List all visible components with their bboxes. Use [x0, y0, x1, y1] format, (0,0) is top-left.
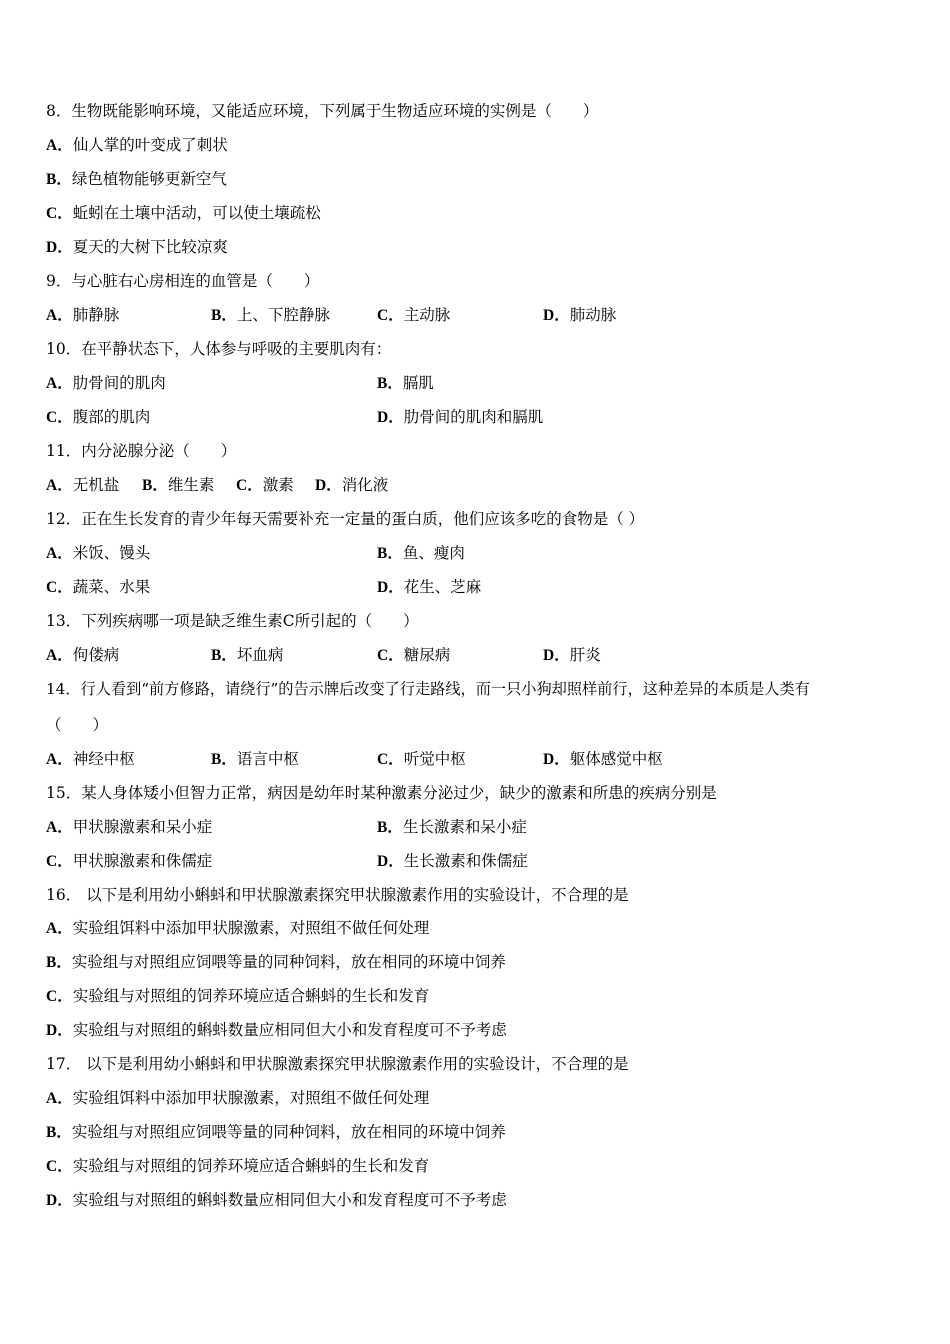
- question-12-option-d: [377, 575, 481, 599]
- option-text: 花生、芝麻: [403, 578, 482, 596]
- option-text: 主动脉: [403, 306, 451, 324]
- option-letter: B．: [46, 954, 72, 971]
- option-text: 上、下腔静脉: [236, 306, 330, 324]
- option-letter: B．: [211, 307, 237, 324]
- option-text: 消化液: [341, 476, 389, 494]
- option-letter: D．: [46, 1192, 73, 1209]
- option-text: 肝炎: [569, 646, 601, 664]
- option-text: 肋骨间的肌肉: [72, 374, 166, 392]
- option-text: 生长激素和呆小症: [402, 818, 527, 836]
- option-text: 实验组与对照组应饲喂等量的同种饲料，放在相同的环境中饲养: [71, 953, 506, 971]
- question-15-options-row-1: [46, 815, 906, 839]
- option-letter: D．: [377, 853, 404, 870]
- option-text: 实验组与对照组应饲喂等量的同种饲料，放在相同的环境中饲养: [71, 1123, 506, 1141]
- option-letter: B．: [211, 751, 237, 768]
- option-letter: C．: [46, 1158, 73, 1175]
- option-letter: D．: [315, 477, 342, 494]
- question-11-option-a: [46, 473, 119, 497]
- option-letter: B．: [377, 819, 403, 836]
- question-10-option-a: [46, 371, 166, 395]
- option-text: 夏天的大树下比较凉爽: [72, 238, 228, 256]
- option-letter: A．: [46, 1090, 73, 1107]
- option-text: 蔬菜、水果: [72, 578, 151, 596]
- question-17-option-c: [46, 1154, 429, 1178]
- option-letter: D．: [377, 579, 404, 596]
- option-letter: C．: [46, 988, 73, 1005]
- question-15-option-a: [46, 815, 212, 839]
- question-16-option-a: [46, 916, 429, 940]
- question-13-option-d: [543, 643, 601, 667]
- question-13-stem: 13．下列疾病哪一项是缺乏维生素C所引起的（ ）: [46, 612, 419, 630]
- option-letter: C．: [377, 647, 404, 664]
- option-text: 维生素: [167, 476, 215, 494]
- question-16-option-d: [46, 1018, 507, 1042]
- question-8-option-b: [46, 167, 227, 191]
- option-text: 听觉中枢: [403, 750, 466, 768]
- option-letter: B．: [142, 477, 168, 494]
- option-text: 实验组饵料中添加甲状腺激素，对照组不做任何处理: [72, 1089, 430, 1107]
- question-9-option-a: [46, 303, 119, 327]
- option-letter: D．: [377, 409, 404, 426]
- question-17-option-a: [46, 1086, 429, 1110]
- option-text: 实验组与对照组的饲养环境应适合蝌蚪的生长和发育: [72, 987, 430, 1005]
- option-text: 肋骨间的肌肉和膈肌: [403, 408, 544, 426]
- question-9-options: [46, 303, 906, 327]
- question-17-option-b: [46, 1120, 506, 1144]
- question-12-stem: 12．正在生长发育的青少年每天需要补充一定量的蛋白质，他们应该多吃的食物是（ ）: [46, 510, 645, 528]
- question-15-options-row-2: [46, 849, 906, 873]
- question-16-option-b: [46, 950, 506, 974]
- option-letter: A．: [46, 920, 73, 937]
- option-letter: B．: [46, 1124, 72, 1141]
- question-10-option-b: [377, 371, 434, 395]
- question-10-options-row-2: [46, 405, 906, 429]
- question-8-stem: 8．生物既能影响环境，又能适应环境，下列属于生物适应环境的实例是（ ）: [46, 102, 599, 120]
- question-10-options-row-1: [46, 371, 906, 395]
- option-text: 肺动脉: [569, 306, 617, 324]
- option-text: 肺静脉: [72, 306, 120, 324]
- option-letter: A．: [46, 477, 73, 494]
- question-15-option-c: [46, 849, 212, 873]
- question-16-option-c: [46, 984, 429, 1008]
- question-14-stem: 14．行人看到“前方修路，请绕行”的告示牌后改变了行走路线，而一只小狗却照样前行，这种差异的本质是人类有: [46, 680, 810, 698]
- question-8-option-a: [46, 133, 228, 157]
- option-letter: A．: [46, 545, 73, 562]
- option-letter: C．: [377, 307, 404, 324]
- question-14-options: [46, 747, 906, 771]
- option-letter: C．: [46, 409, 73, 426]
- question-12-options-row-1: [46, 541, 906, 565]
- option-text: 甲状腺激素和呆小症: [72, 818, 213, 836]
- question-13-options: [46, 643, 906, 667]
- question-14-option-b: [211, 747, 299, 771]
- option-letter: C．: [46, 205, 73, 222]
- option-letter: D．: [543, 751, 570, 768]
- option-letter: D．: [46, 239, 73, 256]
- option-letter: A．: [46, 751, 73, 768]
- option-text: 绿色植物能够更新空气: [71, 170, 227, 188]
- question-14-option-c: [377, 747, 466, 771]
- option-text: 激素: [262, 476, 294, 494]
- question-13-option-a: [46, 643, 119, 667]
- option-text: 仙人掌的叶变成了刺状: [72, 136, 228, 154]
- option-text: 膈肌: [402, 374, 434, 392]
- option-letter: D．: [543, 307, 570, 324]
- option-text: 语言中枢: [236, 750, 299, 768]
- option-text: 生长激素和侏儒症: [403, 852, 528, 870]
- option-letter: A．: [46, 137, 73, 154]
- question-14-stem-continuation: （ ）: [46, 716, 109, 734]
- question-12-option-b: [377, 541, 465, 565]
- question-15-option-b: [377, 815, 527, 839]
- option-letter: D．: [46, 1022, 73, 1039]
- option-letter: C．: [46, 853, 73, 870]
- question-11-option-b: [142, 473, 214, 497]
- option-text: 蚯蚓在土壤中活动，可以使土壤疏松: [72, 204, 321, 222]
- question-17-option-d: [46, 1188, 507, 1212]
- question-15-option-d: [377, 849, 528, 873]
- option-letter: A．: [46, 307, 73, 324]
- option-letter: A．: [46, 819, 73, 836]
- question-9-option-c: [377, 303, 450, 327]
- option-letter: D．: [543, 647, 570, 664]
- question-16-stem: 16． 以下是利用幼小蝌蚪和甲状腺激素探究甲状腺激素作用的实验设计，不合理的是: [46, 886, 629, 904]
- question-9-option-b: [211, 303, 330, 327]
- option-text: 佝偻病: [72, 646, 120, 664]
- option-text: 坏血病: [236, 646, 284, 664]
- question-14-option-a: [46, 747, 135, 771]
- option-text: 甲状腺激素和侏儒症: [72, 852, 213, 870]
- question-14-option-d: [543, 747, 663, 771]
- option-text: 糖尿病: [403, 646, 451, 664]
- question-9-stem: 9．与心脏右心房相连的血管是（ ）: [46, 272, 320, 290]
- option-letter: A．: [46, 647, 73, 664]
- question-11-option-d: [315, 473, 388, 497]
- option-letter: A．: [46, 375, 73, 392]
- option-text: 鱼、瘦肉: [402, 544, 465, 562]
- option-letter: B．: [46, 171, 72, 188]
- option-letter: B．: [211, 647, 237, 664]
- option-text: 实验组与对照组的饲养环境应适合蝌蚪的生长和发育: [72, 1157, 430, 1175]
- question-8-option-c: [46, 201, 321, 225]
- question-12-option-c: [46, 575, 150, 599]
- question-10-stem: 10．在平静状态下，人体参与呼吸的主要肌肉有：: [46, 340, 392, 358]
- option-text: 米饭、馒头: [72, 544, 151, 562]
- option-letter: C．: [377, 751, 404, 768]
- question-13-option-c: [377, 643, 450, 667]
- question-17-stem: 17． 以下是利用幼小蝌蚪和甲状腺激素探究甲状腺激素作用的实验设计，不合理的是: [46, 1055, 629, 1073]
- option-text: 实验组饵料中添加甲状腺激素，对照组不做任何处理: [72, 919, 430, 937]
- option-text: 神经中枢: [72, 750, 135, 768]
- option-letter: B．: [377, 375, 403, 392]
- option-letter: C．: [236, 477, 263, 494]
- option-text: 无机盐: [72, 476, 120, 494]
- question-10-option-d: [377, 405, 543, 429]
- question-11-option-c: [236, 473, 294, 497]
- option-letter: B．: [377, 545, 403, 562]
- question-13-option-b: [211, 643, 283, 667]
- question-9-option-d: [543, 303, 616, 327]
- question-11-stem: 11．内分泌腺分泌（ ）: [46, 442, 237, 460]
- option-text: 实验组与对照组的蝌蚪数量应相同但大小和发育程度可不予考虑: [72, 1021, 507, 1039]
- question-11-options: [46, 473, 906, 497]
- question-8-option-d: [46, 235, 228, 259]
- question-10-option-c: [46, 405, 150, 429]
- question-15-stem: 15．某人身体矮小但智力正常，病因是幼年时某种激素分泌过少，缺少的激素和所患的疾病分别是: [46, 784, 717, 802]
- option-text: 实验组与对照组的蝌蚪数量应相同但大小和发育程度可不予考虑: [72, 1191, 507, 1209]
- question-12-option-a: [46, 541, 150, 565]
- option-letter: C．: [46, 579, 73, 596]
- option-text: 躯体感觉中枢: [569, 750, 663, 768]
- option-text: 腹部的肌肉: [72, 408, 151, 426]
- question-12-options-row-2: [46, 575, 906, 599]
